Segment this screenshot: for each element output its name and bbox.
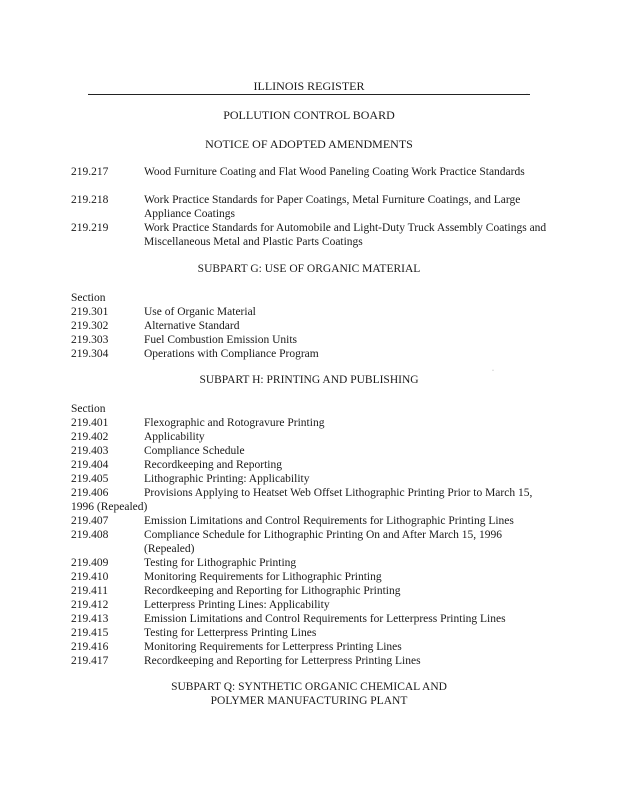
section-title: Recordkeeping and Reporting [144,459,282,471]
section-label: Section [71,403,106,415]
section-title: Recordkeeping and Reporting for Letterpress Printing Lines [144,655,421,667]
section-number: 219.409 [71,557,109,569]
agency-title: POLLUTION CONTROL BOARD [223,108,395,122]
section-number: 219.415 [71,627,109,639]
section-number: 219.406 [71,487,109,499]
register-title: ILLINOIS REGISTER [253,79,365,93]
section-title: Recordkeeping and Reporting for Lithographic Printing [144,585,401,597]
section-title: Applicability [144,431,205,443]
section-number: 219.401 [71,417,109,429]
section-title: Testing for Letterpress Printing Lines [144,627,317,639]
section-title: Emission Limitations and Control Requirements for Letterpress Printing Lines [144,613,506,625]
section-number: 219.304 [71,348,109,360]
header-rule [88,94,530,95]
rule-tick-right: · [526,92,528,98]
section-title: Letterpress Printing Lines: Applicability [144,599,330,611]
subpart-q-heading-line2: POLYMER MANUFACTURING PLANT [210,695,408,707]
section-title: Fuel Combustion Emission Units [144,334,298,346]
section-title: Work Practice Standards for Automobile and Light-Duty Truck Assembly Coatings and Miscellaneous Metal and Plastic Parts Coatings [144,222,547,248]
section-number: 219.403 [71,445,109,457]
section-number: 219.417 [71,655,109,667]
section-number: 219.416 [71,641,109,653]
subpart-h-heading: SUBPART H: PRINTING AND PUBLISHING [199,374,419,386]
section-title: Monitoring Requirements for Lithographic Printing [144,571,382,583]
section-title: Compliance Schedule for Lithographic Printing On and After March 15, 1996 (Repealed) [144,529,503,555]
section-title: Monitoring Requirements for Letterpress Printing Lines [144,641,402,653]
section-title: Wood Furniture Coating and Flat Wood Paneling Coating Work Practice Standards [144,166,525,178]
section-number: 219.219 [71,222,109,234]
section-title: Lithographic Printing: Applicability [144,473,310,485]
section-label: Section [71,292,106,304]
section-number: 219.405 [71,473,109,485]
section-title: Operations with Compliance Program [144,348,319,360]
section-number: 219.303 [71,334,109,346]
section-number: 219.407 [71,515,109,527]
section-title: Alternative Standard [144,320,240,332]
rule-tick-left: · [88,92,90,98]
section-title: Use of Organic Material [144,306,256,318]
section-title: Provisions Applying to Heatset Web Offset Lithographic Printing Prior to March 15, 1996 (Repealed) [71,487,533,513]
section-number: 219.402 [71,431,109,443]
subpart-g-heading: SUBPART G: USE OF ORGANIC MATERIAL [197,263,421,275]
section-title: Flexographic and Rotogravure Printing [144,417,325,429]
section-number: 219.412 [71,599,109,611]
section-number: 219.410 [71,571,109,583]
section-number: 219.413 [71,613,109,625]
section-number: 219.411 [71,585,108,597]
section-number: 219.408 [71,529,109,541]
section-number: 219.218 [71,194,109,206]
section-title: Work Practice Standards for Paper Coatings, Metal Furniture Coatings, and Large Appliance Coatings [144,194,521,220]
section-number: 219.217 [71,166,109,178]
subpart-q-heading-line1: SUBPART Q: SYNTHETIC ORGANIC CHEMICAL AND [171,681,447,693]
section-title: Emission Limitations and Control Requirements for Lithographic Printing Lines [144,515,514,527]
section-number: 219.404 [71,459,109,471]
section-title: Compliance Schedule [144,445,245,457]
section-title: Testing for Lithographic Printing [144,557,297,569]
scan-speck: · [492,368,494,374]
section-number: 219.301 [71,306,109,318]
notice-title: NOTICE OF ADOPTED AMENDMENTS [205,137,413,151]
section-number: 219.302 [71,320,109,332]
